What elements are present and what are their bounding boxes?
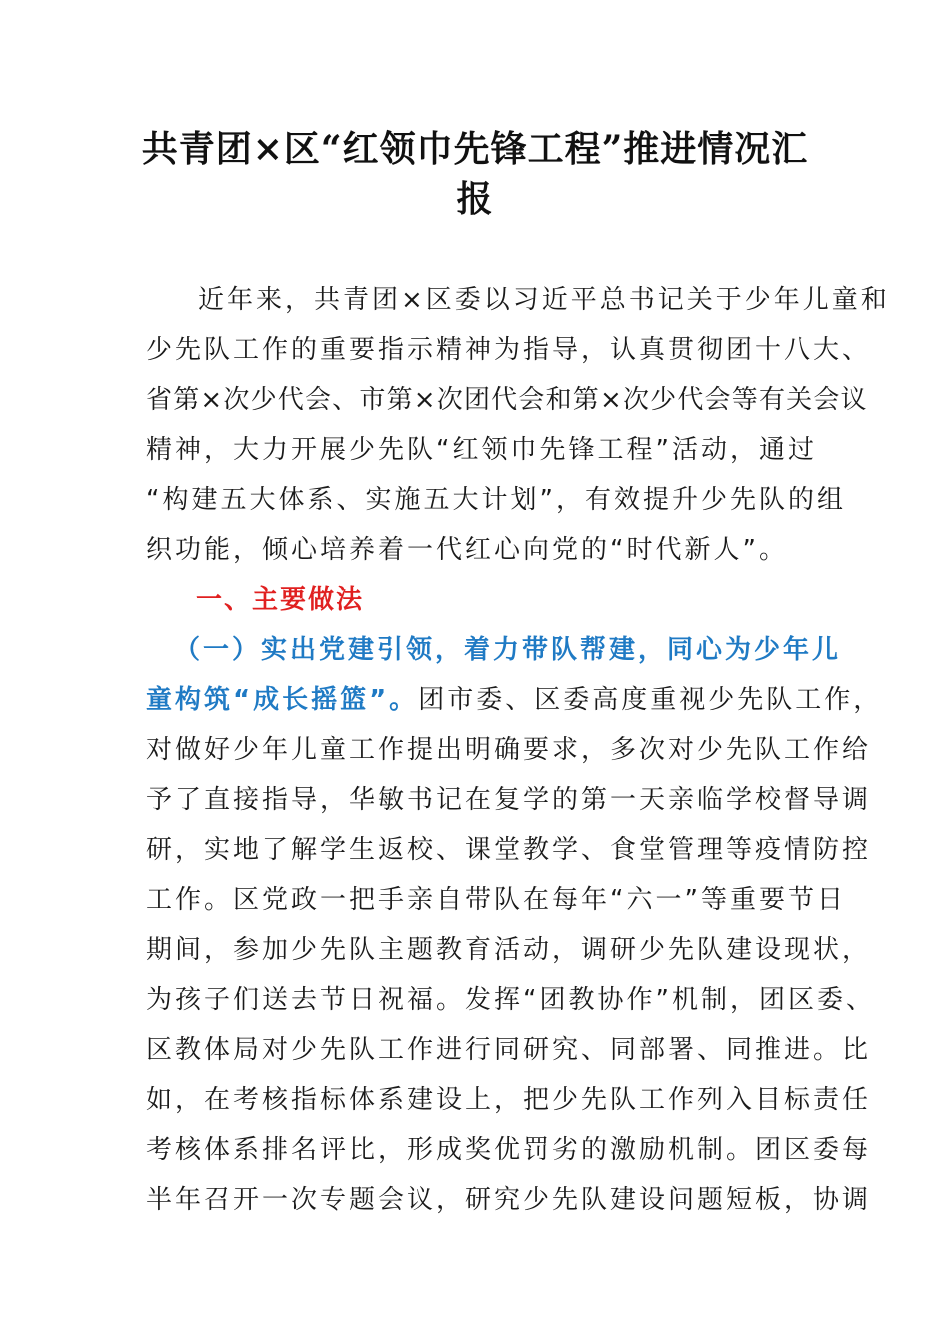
subsection-paragraph — [146, 625, 883, 1225]
body-line: 如，在考核指标体系建设上，把少先队工作列入目标责任 — [146, 1085, 872, 1115]
body-line: 研，实地了解学生返校、课堂教学、食堂管理等疫情防控 — [146, 835, 872, 865]
title-line-2: 报 — [456, 178, 494, 220]
body-line: 区教体局对少先队工作进行同研究、同部署、同推进。比 — [146, 1035, 872, 1065]
intro-line: 精神，大力开展少先队“红领巾先锋工程”活动，通过 — [146, 435, 817, 465]
body-line: 期间，参加少先队主题教育活动，调研少先队建设现状， — [146, 935, 872, 965]
body-line: 予了直接指导，华敏书记在复学的第一天亲临学校督导调 — [146, 785, 872, 815]
body-line: 半年召开一次专题会议，研究少先队建设问题短板，协调 — [146, 1185, 872, 1215]
subsection-text: 团市委、区委高度重视少先队工作， — [418, 685, 883, 715]
document-title — [140, 124, 810, 224]
intro-line: 少先队工作的重要指示精神为指导，认真贯彻团十八大、 — [146, 335, 872, 365]
body-line: 对做好少年儿童工作提出明确要求，多次对少先队工作给 — [146, 735, 872, 765]
section-heading: 一、主要做法 — [196, 585, 365, 615]
intro-line: 织功能，倾心培养着一代红心向党的“时代新人”。 — [146, 535, 788, 565]
subsection-heading: （一）实出党建引领，着力带队帮建，同心为少年儿 — [174, 635, 842, 665]
body-line: 工作。区党政一把手亲自带队在每年“六一”等重要节日 — [146, 885, 846, 915]
intro-line: 近年来，共青团×区委以习近平总书记关于少年儿童和 — [198, 285, 890, 315]
title-line-1: 共青团×区“红领巾先锋工程”推进情况汇 — [141, 128, 809, 170]
intro-line: 省第×次少代会、市第×次团代会和第×次少代会等有关会议 — [146, 385, 868, 415]
subsection-first-line — [146, 675, 883, 725]
subsection-heading-continued: 童构筑“成长摇篮”。 — [146, 685, 419, 715]
body-line: 考核体系排名评比，形成奖优罚劣的激励机制。团区委每 — [146, 1135, 872, 1165]
intro-paragraph — [146, 275, 890, 575]
body-line: 为孩子们送去节日祝福。发挥“团教协作”机制，团区委、 — [146, 985, 875, 1015]
intro-line: “构建五大体系、实施五大计划”，有效提升少先队的组 — [146, 485, 846, 515]
